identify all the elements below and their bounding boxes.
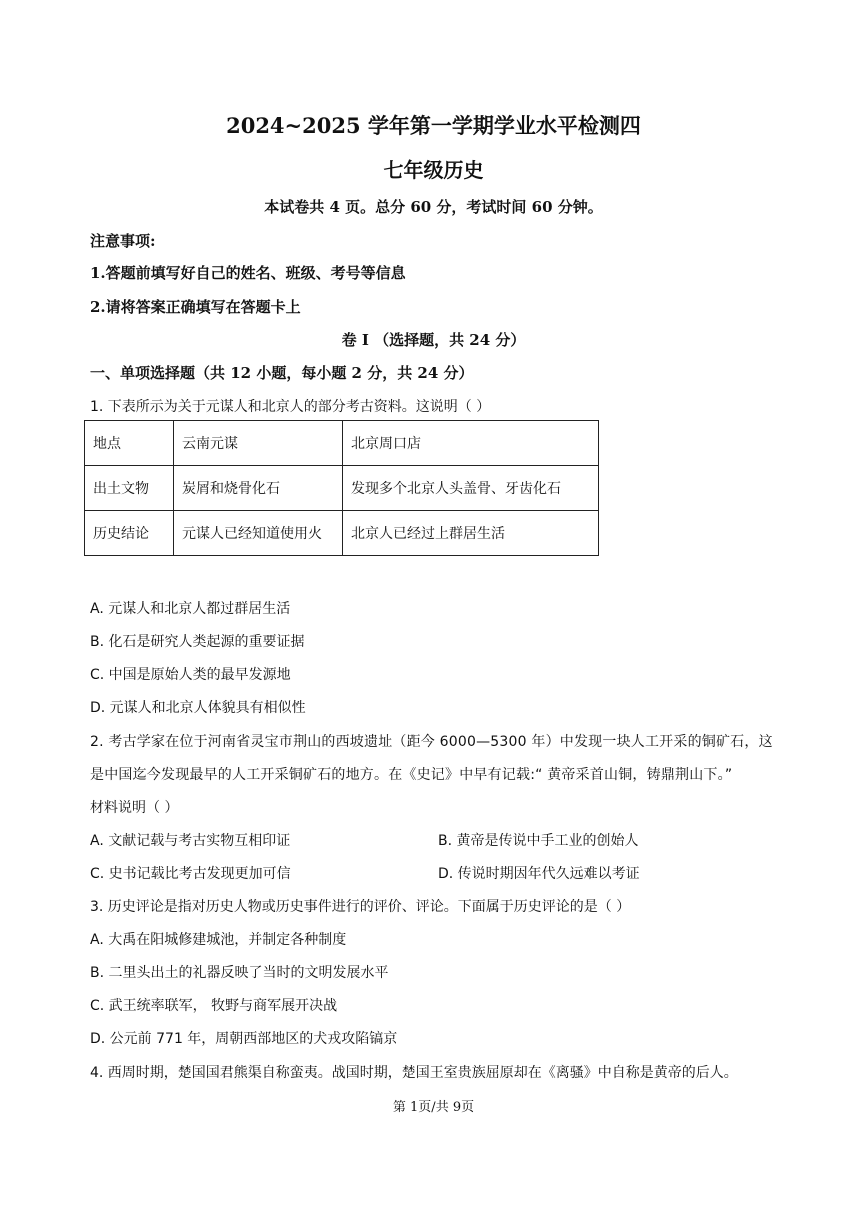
question-2-option-c: C. 史书记载比考古发现更加可信 xyxy=(90,866,291,882)
part-title: 一、单项选择题（共 12 小题，每小题 2 分，共 24 分） xyxy=(90,364,474,382)
table-row xyxy=(85,511,599,556)
question-1-stem: 1. 下表所示为关于元谋人和北京人的部分考古资料。这说明（ ） xyxy=(90,399,491,415)
table-cell: 炭屑和烧骨化石 xyxy=(174,466,343,511)
table-cell: 北京周口店 xyxy=(343,421,599,466)
note-item: 2.请将答案正确填写在答题卡上 xyxy=(90,298,301,316)
notes-heading: 注意事项: xyxy=(90,232,156,250)
question-3-stem: 3. 历史评论是指对历史人物或历史事件进行的评价、评论。下面属于历史评论的是（ ） xyxy=(90,899,631,915)
question-3-option-a: A. 大禹在阳城修建城池，并制定各种制度 xyxy=(90,932,347,948)
note-item: 1.答题前填写好自己的姓名、班级、考号等信息 xyxy=(90,264,406,282)
question-2-stem-line: 材料说明（ ） xyxy=(90,800,179,816)
question-2-option-d: D. 传说时期因年代久远难以考证 xyxy=(438,866,640,882)
question-1-table xyxy=(84,420,599,556)
exam-info: 本试卷共 4 页。总分 60 分，考试时间 60 分钟。 xyxy=(264,198,603,216)
table-cell: 云南元谋 xyxy=(174,421,343,466)
table-cell: 北京人已经过上群居生活 xyxy=(343,511,599,556)
question-4-stem: 4. 西周时期，楚国国君熊渠自称蛮夷。战国时期，楚国王室贵族屈原却在《离骚》中自称是黄帝的后人。 xyxy=(90,1065,738,1081)
table-row xyxy=(85,466,599,511)
table-cell: 发现多个北京人头盖骨、牙齿化石 xyxy=(343,466,599,511)
question-3-option-b: B. 二里头出土的礼器反映了当时的文明发展水平 xyxy=(90,965,389,981)
question-1-option-d: D. 元谋人和北京人体貌具有相似性 xyxy=(90,700,306,716)
question-1-option-b: B. 化石是研究人类起源的重要证据 xyxy=(90,634,305,650)
table-row xyxy=(85,421,599,466)
question-3-option-d: D. 公元前 771 年，周朝西部地区的犬戎攻陷镐京 xyxy=(90,1031,398,1047)
question-1-option-a: A. 元谋人和北京人都过群居生活 xyxy=(90,601,291,617)
volume-title: 卷 I （选择题，共 24 分） xyxy=(341,331,526,349)
exam-title: 2024~2025 学年第一学期学业水平检测四 xyxy=(226,113,641,138)
table-cell: 出土文物 xyxy=(85,466,174,511)
subject-title: 七年级历史 xyxy=(383,158,484,182)
question-2-stem-line: 是中国迄今发现最早的人工开采铜矿石的地方。在《史记》中早有记载:“ 黄帝采首山铜，铸鼎荆山下。” xyxy=(90,767,733,783)
page-number: 第 1页/共 9页 xyxy=(392,1100,475,1115)
table-cell: 地点 xyxy=(85,421,174,466)
table-cell: 历史结论 xyxy=(85,511,174,556)
question-1-option-c: C. 中国是原始人类的最早发源地 xyxy=(90,667,291,683)
question-2-option-a: A. 文献记载与考古实物互相印证 xyxy=(90,833,291,849)
question-2-stem-line: 2. 考古学家在位于河南省灵宝市荆山的西坡遗址（距今 6000—5300 年）中发现一块人工开采的铜矿石，这 xyxy=(90,734,773,750)
question-3-option-c: C. 武王统率联军， 牧野与商军展开决战 xyxy=(90,998,338,1014)
question-2-option-b: B. 黄帝是传说中手工业的创始人 xyxy=(438,833,639,849)
table-cell: 元谋人已经知道使用火 xyxy=(174,511,343,556)
